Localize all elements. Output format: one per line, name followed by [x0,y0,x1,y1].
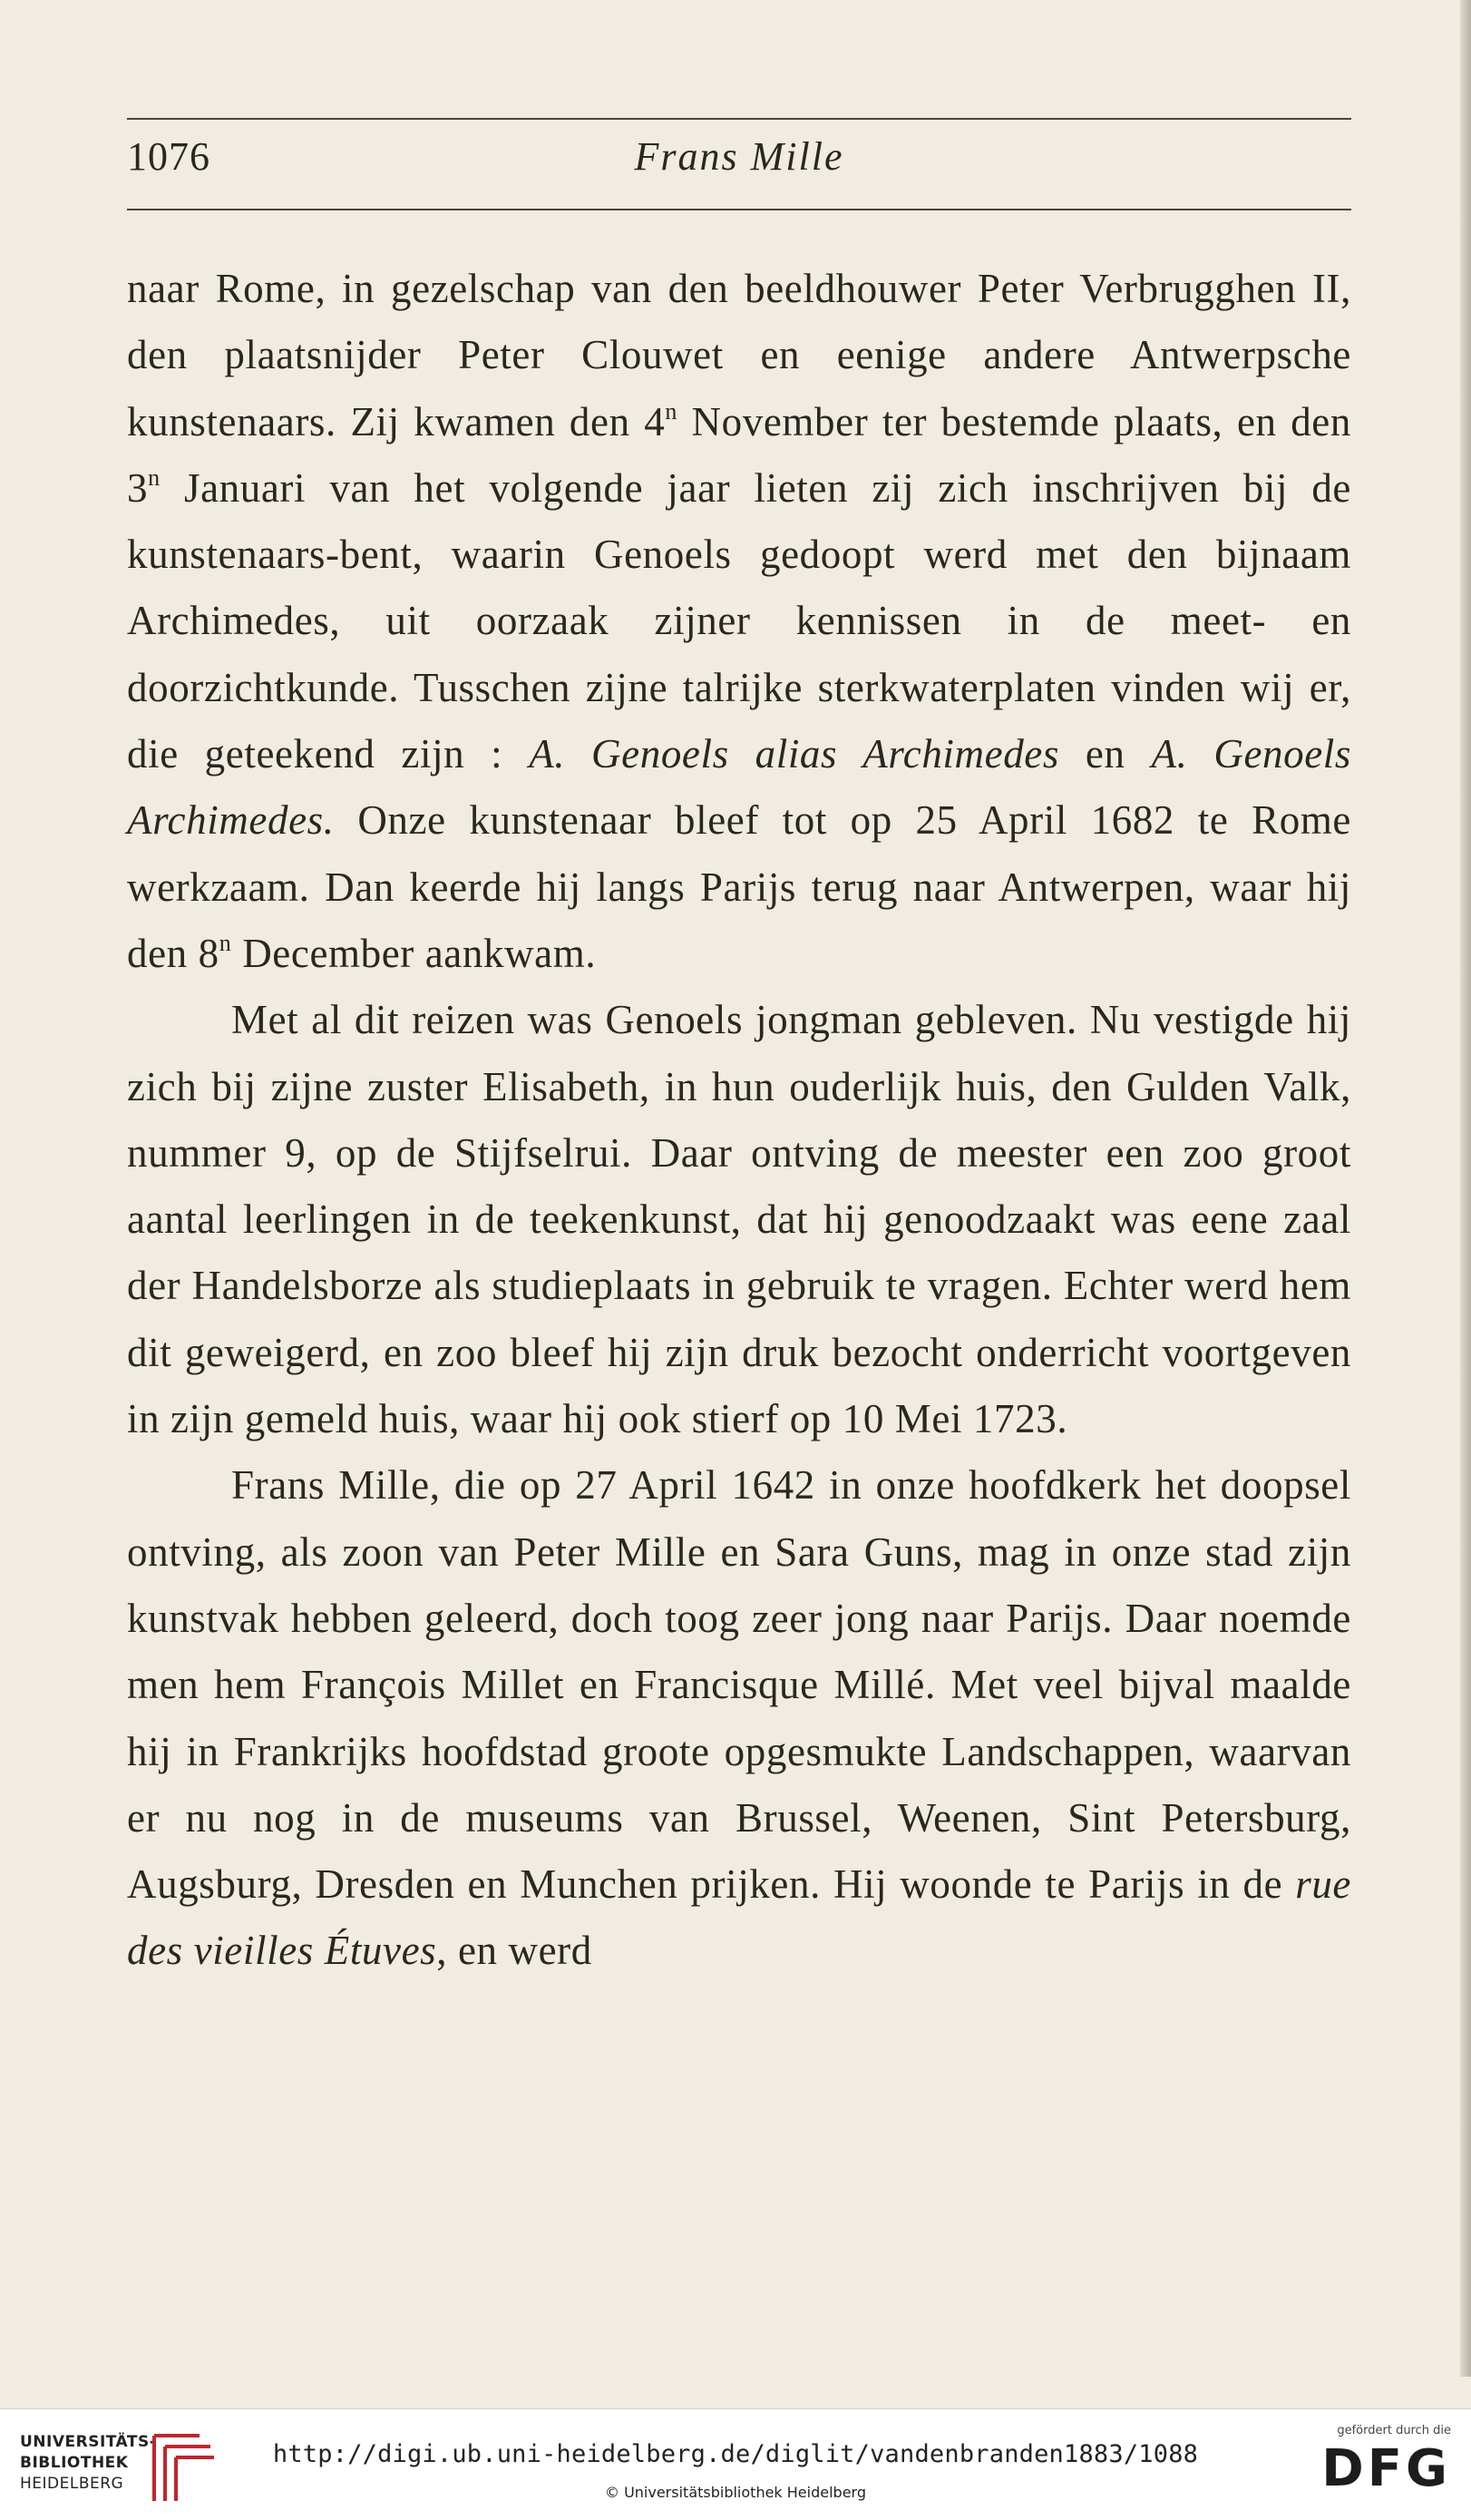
footer-bar [0,2408,1471,2520]
text-run: December aankwam. [231,930,597,976]
paragraph [127,256,1351,987]
page-edge-shadow [1460,0,1471,2377]
text-run: Frans Mille, die op 27 April 1642 in onze hoofdkerk het doopsel ontving, als zoon van Peter Mille en Sara Guns, mag in onze stad zijn kunstvak hebben geleerd, doch toog zeer jong naar Parijs. Daar noemde men hem François Millet en Francisque Millé. Met veel bijval maalde hij in Frankrijks hoofdstad groote opgesmukte Landschappen, waarvan er nu nog in de museums van Brussel, Weenen, Sint Petersburg, Augsburg, Dresden en Munchen prijken. Hij woonde te Parijs in de [127,1462,1351,1908]
logo-line-3: HEIDELBERG [20,2475,124,2493]
text-run: naar Rome, in gezelschap van den beeldhouwer Peter Verbrugghen II, den plaatsnijder Peter Clouwet en eenige andere Antwerpsche kunstenaars. Zij kwamen den 4 [127,266,1351,444]
paragraph [127,987,1351,1452]
dfg-sponsor[interactable] [1297,2424,1451,2497]
text-run: , en werd [436,1928,592,1974]
page-number: 1076 [127,134,210,179]
italic-text: A. Genoels alias Archimedes [529,731,1059,777]
italic-text: rue des vieilles Étuves [127,1861,1351,1974]
italic-text: A. Genoels Archimedes. [127,731,1352,844]
sponsor-note: gefördert durch die [1337,2424,1451,2437]
running-title: Frans Mille [634,134,844,179]
dfg-logo: DFG [1321,2439,1451,2498]
text-run: en [1059,731,1152,777]
superscript-text: n [219,929,232,956]
source-url-link[interactable]: http://digi.ub.uni-heidelberg.de/diglit/vandenbranden1883/1088 [272,2440,1199,2468]
text-run: Met al dit reizen was Genoels jongman gebleven. Nu vestigde hij zich bij zijne zuster Elisabeth, in hun ouderlijk huis, den Gulden Valk, nummer 9, op de Stijfselrui. Daar ontving de meester een zoo groot aantal leerlingen in de teekenkunst, dat hij genoodzaakt was eene zaal der Handelsborze als studieplaats in gebruik te vragen. Echter werd hem dit geweigerd, en zoo bleef hij zijn druk bezocht onderricht voortgeven in zijn gemeld huis, waar hij ook stierf op 10 Mei 1723. [127,997,1351,1442]
body-text [127,256,1351,1985]
logo-line-2: BIBLIOTHEK [20,2454,129,2472]
text-run: Januari van het volgende jaar lieten zij zich inschrijven bij de kunstenaars-bent, waarin Genoels gedoopt werd met den bijnaam Archimedes, uit oorzaak zijner kennissen in de meet- en doorzichtkunde. Tusschen zijne talrijke sterkwaterplaten vinden wij er, die geteekend zijn : [127,464,1351,777]
copyright-note: © Universitätsbibliothek Heidelberg [604,2484,866,2501]
logo-line-1: UNIVERSITÄTS- [20,2433,157,2451]
header-rule-top [127,118,1351,120]
paragraph [127,1452,1351,1984]
superscript-text: n [665,397,677,425]
header-rule-bottom [127,209,1351,210]
superscript-text: n [148,464,161,491]
text-run: November ter bestemde plaats, en den 3 [127,398,1351,511]
text-run: Onze kunstenaar bleef tot op 25 April 1682 te Rome werkzaam. Dan keerde hij langs Parijs terug naar Antwerpen, waar hij den 8 [127,797,1351,976]
page-header [127,130,1351,193]
